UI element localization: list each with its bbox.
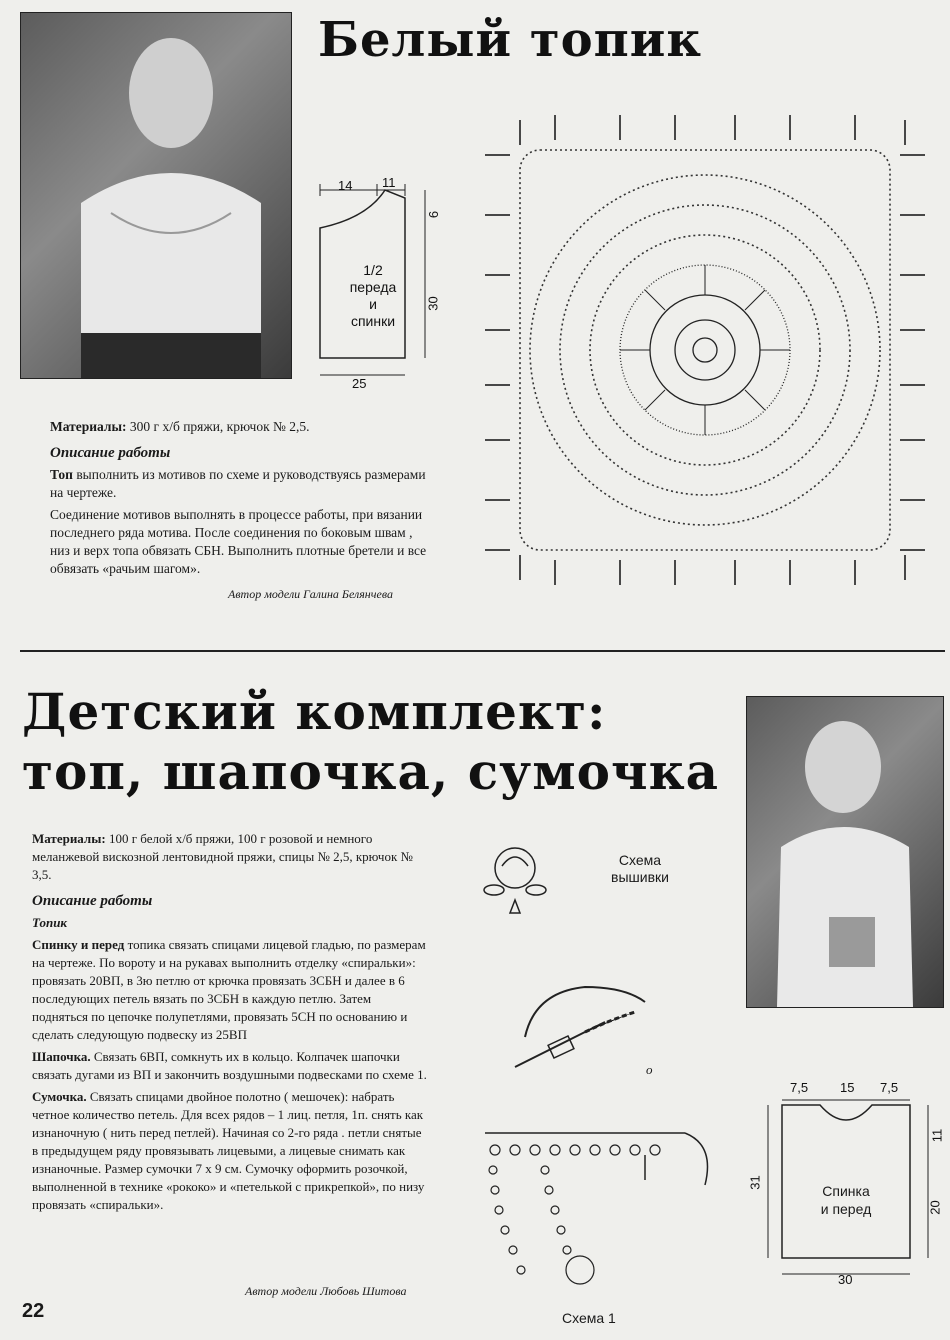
kids-dim-top-left: 7,5 [790,1080,809,1095]
embroidery-scheme-drawing [480,838,560,920]
child-silhouette-icon [747,697,943,1007]
top-materials-text: 300 г х/б пряжи, крючок № 2,5. [129,419,310,434]
scheme-1-label: Схема 1 [562,1310,616,1326]
kids-materials-text: 100 г белой х/б пряжи, 100 г розовой и немного меланжевой вискозной лентовидной пряжи, спицы № 2,5, крючок № 3,5. [32,831,413,882]
top-paragraph-2: Соединение мотивов выполнять в процессе работы, при вязании последнего ряда мотива. После соединения по боковым швам , низ и верх топа обвязать СБН. Выполнить плотные бретели и все обвязать «рачьим шагом». [50,507,427,576]
hook-label: о [646,1062,653,1077]
kids-dim-right-top: 11 [929,1128,945,1143]
model-photo-woman [20,12,292,379]
top-dim-6: 6 [426,210,442,219]
kids-p3-text: Связать спицами двойное полотно ( мешочек): набрать четное количество петель. Для всех рядов – 1 лиц. петля, 1п. снять как изнаночную ( нить перед петлей). Начиная со 2-го ряда . петли снятые в предыдущем ряду провязывать лицевыми, а лицевые снимать как изнаночные. Размер сумочки 7 х 9 см. Сумочку оформить розочкой, выполненной в технике «рококо» и «петелькой с прикрепкой», по низу провязать «спиральки». [32,1089,425,1212]
kids-materials [32,830,427,884]
section-divider [20,650,945,652]
model-photo-child [746,696,944,1008]
top-p1-text: выполнить из мотивов по схеме и руководствуясь размерами на чертеже. [50,467,426,500]
kids-p2-text: Связать 6ВП, сомкнуть их в кольцо. Колпачек шапочки связать дугами из ВП и закончить воздушными подвесками по схеме 1. [32,1049,427,1082]
kids-sub-heading: Топик [32,915,68,930]
kids-materials-label: Материалы: [32,831,106,846]
kids-author: Автор модели Любовь Шитова [245,1284,407,1298]
kids-paragraph-2 [32,1048,427,1084]
kids-paragraph-1 [32,936,427,1044]
kids-title-line-2: топ, шапочка, сумочка [22,742,720,801]
kids-dim-right-bottom: 20 [927,1200,943,1215]
kids-dim-bottom: 30 [838,1272,853,1287]
woman-silhouette-icon [21,13,291,378]
embroidery-label: Схема вышивки [611,852,669,885]
top-dim-30: 30 [425,296,441,311]
top-pattern-label: 1/2 переда и спинки [349,262,397,329]
top-p1-lead: Топ [50,467,73,482]
top-article-body [50,418,430,582]
top-paragraph-1 [50,466,430,502]
kids-paragraph-3 [32,1088,427,1214]
kids-p2-lead: Шапочка. [32,1049,91,1064]
kids-section-heading: Описание работы [32,893,153,909]
page-title-top: Белый топик [318,12,702,68]
top-section-heading: Описание работы [50,445,171,461]
kids-dim-top-mid: 15 [840,1080,855,1095]
top-dim-11: 11 [382,175,396,190]
crochet-motif-diagram [480,105,930,595]
kids-dim-left: 31 [747,1175,763,1190]
page-number: 22 [22,1300,45,1322]
kids-title-line-1: Детский комплект: [22,682,607,741]
spiral-hook-drawing [495,982,670,1077]
top-author: Автор модели Галина Белянчева [228,587,393,601]
kids-article-body [32,830,427,1218]
top-dim-25: 25 [352,376,367,391]
kids-dim-top-right: 7,5 [880,1080,899,1095]
kids-pattern-label: Спинка и перед [820,1183,872,1217]
top-materials-label: Материалы: [50,419,127,434]
scheme-1-drawing [485,1125,720,1297]
kids-p1-lead: Спинку и перед [32,937,125,952]
top-materials [50,418,430,436]
kids-p3-lead: Сумочка. [32,1089,87,1104]
top-dim-14: 14 [338,178,353,193]
kids-p1-text: топика связать спицами лицевой гладью, по размерам на чертеже. По вороту и на рукавах выполнить отделку «спиральки»: провязать 20ВП, в 3ю петлю от крючка провязать 3СБН и далее в 6 последующих петель вязать по 3СБН в каждую петлю. Затем подняться по цепочке полупетлями, провязать 5СН по основанию и сделать следующую подвеску из 25ВП [32,937,426,1042]
